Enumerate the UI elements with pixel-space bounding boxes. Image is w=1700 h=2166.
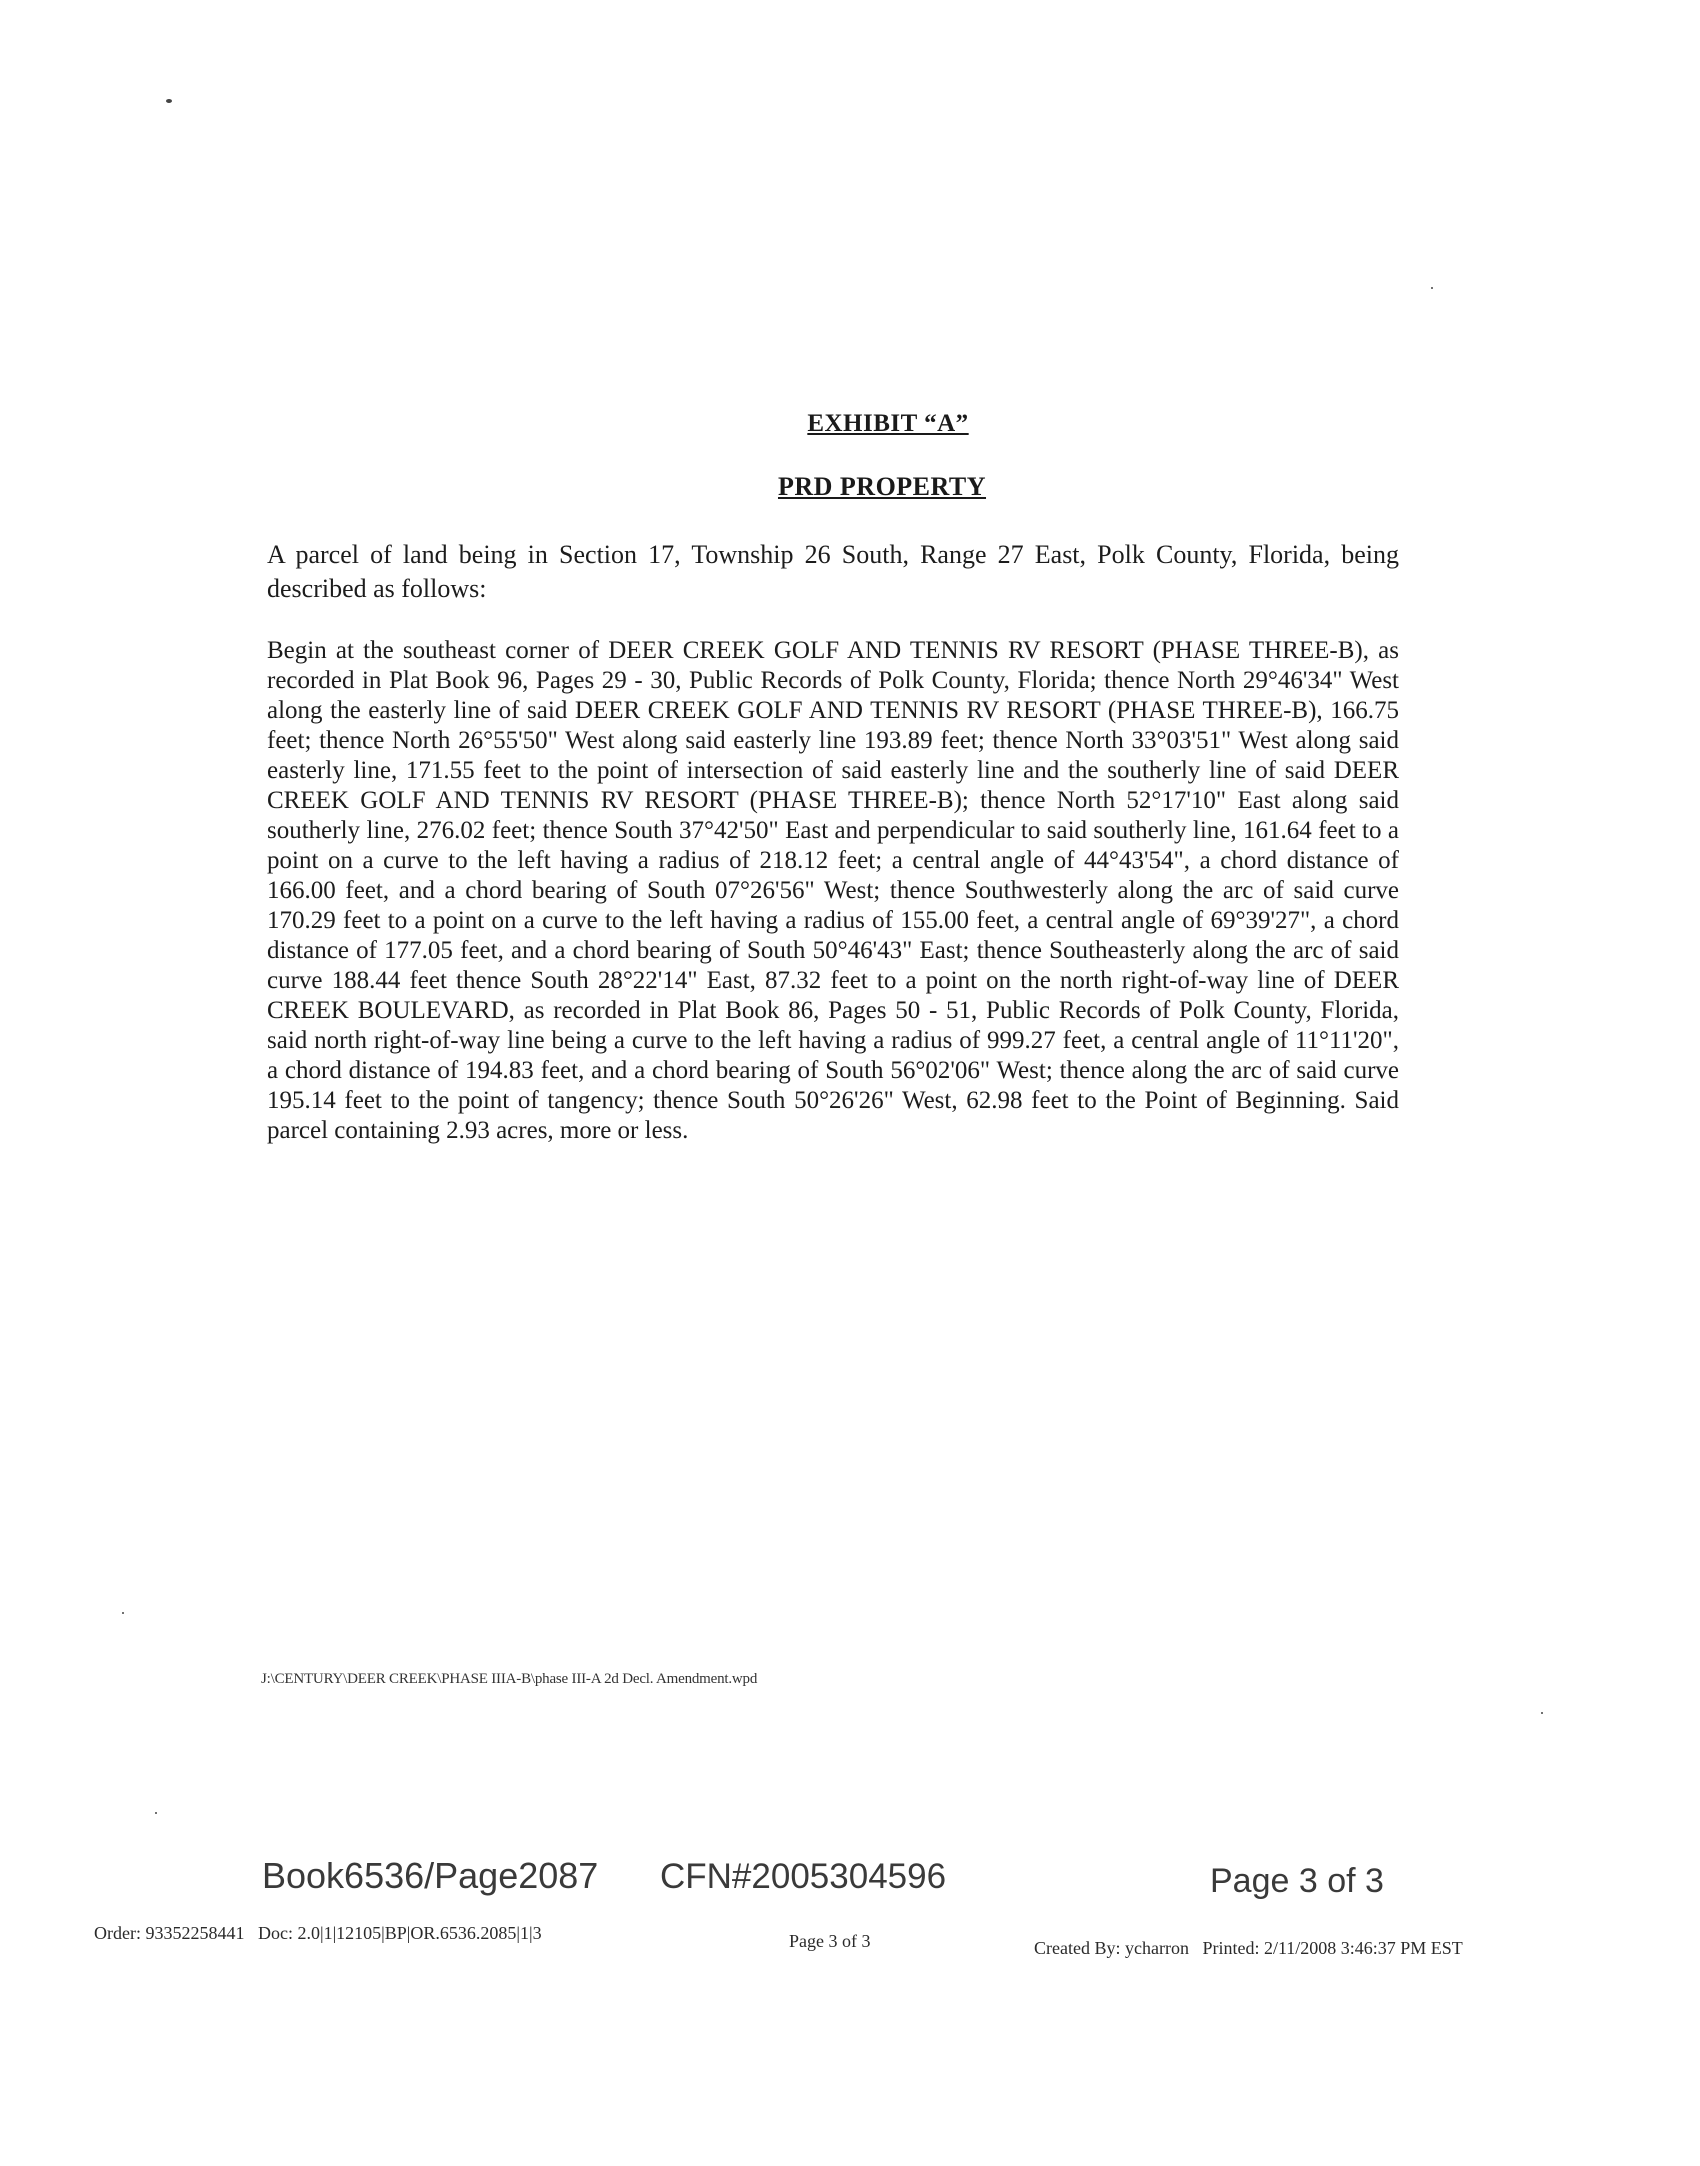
exhibit-heading: EXHIBIT “A” [807,410,969,437]
property-heading: PRD PROPERTY [777,472,987,501]
order-info: Order: 93352258441 Doc: 2.0|1|12105|BP|OR.6536.2085|1|3 [94,1923,542,1943]
scan-speck [122,1612,124,1614]
page-count-stamp: Page 3 of 3 [1210,1862,1384,1900]
scan-speck [1541,1712,1543,1714]
book-page-stamp: Book6536/Page2087 [262,1855,599,1896]
legal-description-paragraph: Begin at the southeast corner of DEER CREEK GOLF AND TENNIS RV RESORT (PHASE THREE-B), as recorded in Plat Book 96, Pages 29 - 30, Public Records of Polk County, Florida; thence North 29°46'34" West along the easterly line of said DEER CREEK GOLF AND TENNIS RV RESORT (PHASE THREE-B), 166.75 feet; thence North 26°55'50" West along said easterly line 193.89 feet; thence North 33°03'51" West along said easterly line, 171.55 feet to the point of intersection of said easterly line and the southerly line of said DEER CREEK GOLF AND TENNIS RV RESORT (PHASE THREE-B); thence North 52°17'10" East along said southerly line, 276.02 feet; thence South 37°42'50" East and perpendicular to said southerly line, 161.64 feet to a point on a curve to the left having a radius of 218.12 feet; a central angle of 44°43'54", a chord distance of 166.00 feet, and a chord bearing of South 07°26'56" West; thence Southwesterly along the arc of said curve 170.29 feet to a point on a curve to the left having a radius of 155.00 feet, a central angle of 69°39'27", a chord distance of 177.05 feet, and a chord bearing of South 50°46'43" East; thence Southeasterly along the arc of said curve 188.44 feet thence South 28°22'14" East, 87.32 feet to a point on the north right-of-way line of DEER CREEK BOULEVARD, as recorded in Plat Book 86, Pages 50 - 51, Public Records of Polk County, Florida, said north right-of-way line being a curve to the left having a radius of 999.27 feet, a central angle of 11°11'20", a chord distance of 194.83 feet, and a chord bearing of South 56°02'06" West; thence along the arc of said curve 195.14 feet to the point of tangency; thence South 50°26'26" West, 62.98 feet to the Point of Beginning. Said parcel containing 2.93 acres, more or less. [267,637,1399,1144]
page-indicator: Page 3 of 3 [789,1931,871,1951]
file-path-reference: J:\CENTURY\DEER CREEK\PHASE IIIA-B\phase III-A 2d Decl. Amendment.wpd [261,1671,758,1687]
cfn-stamp: CFN#2005304596 [660,1857,947,1896]
scan-speck [166,99,172,103]
scan-speck [155,1812,157,1814]
scan-speck [1431,287,1433,289]
intro-paragraph: A parcel of land being in Section 17, Township 26 South, Range 27 East, Polk County, Florida, being described as follows: [267,540,1399,603]
print-info: Created By: ycharron Printed: 2/11/2008 3:46:37 PM EST [1034,1938,1463,1958]
